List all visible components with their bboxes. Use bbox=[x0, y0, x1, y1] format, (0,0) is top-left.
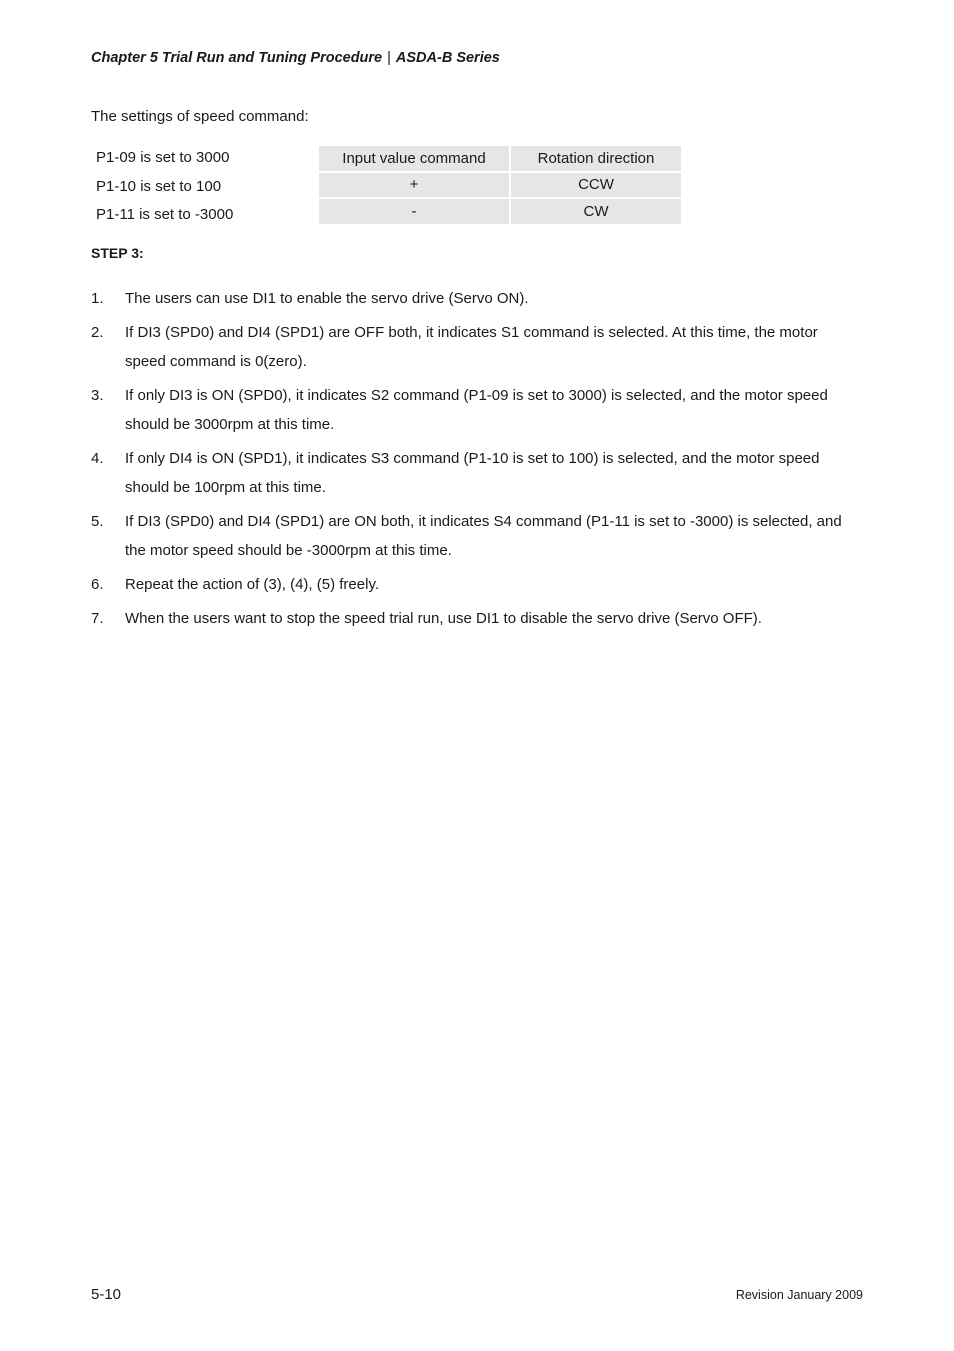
item-text: Repeat the action of (3), (4), (5) freely. bbox=[125, 576, 379, 593]
list-item bbox=[91, 507, 851, 565]
chapter-title: Chapter 5 Trial Run and Tuning Procedure bbox=[91, 50, 383, 66]
item-number: 4. bbox=[91, 450, 104, 467]
revision-date: Revision January 2009 bbox=[735, 1288, 863, 1302]
item-text: The users can use DI1 to enable the servo drive (Servo ON). bbox=[125, 290, 529, 307]
table-row bbox=[318, 172, 682, 199]
intro-text: The settings of speed command: bbox=[91, 108, 309, 125]
item-number: 5. bbox=[91, 513, 104, 530]
list-item bbox=[91, 381, 851, 439]
command-table bbox=[317, 144, 683, 226]
item-text: When the users want to stop the speed trial run, use DI1 to disable the servo drive (Servo OFF). bbox=[125, 610, 762, 627]
list-item bbox=[91, 444, 851, 502]
list-item bbox=[91, 318, 851, 376]
item-number: 7. bbox=[91, 610, 104, 627]
setting-item: P1-10 is set to 100 bbox=[96, 177, 222, 195]
table-row bbox=[318, 198, 682, 225]
item-number: 3. bbox=[91, 387, 104, 404]
list-item bbox=[91, 570, 851, 599]
item-number: 1. bbox=[91, 290, 104, 307]
item-number: 2. bbox=[91, 324, 104, 341]
page-number: 5-10 bbox=[91, 1286, 122, 1303]
item-text: If DI3 (SPD0) and DI4 (SPD1) are OFF both, it indicates S1 command is selected. At this time, the motor speed command is 0(zero). bbox=[125, 324, 818, 370]
setting-item: P1-11 is set to -3000 bbox=[96, 206, 234, 223]
table-cell: - bbox=[318, 198, 510, 225]
list-item bbox=[91, 284, 851, 313]
table-header-cell: Rotation direction bbox=[510, 145, 682, 172]
table-cell: + bbox=[318, 172, 510, 199]
step-title: STEP 3: bbox=[91, 245, 144, 261]
steps-list bbox=[91, 284, 851, 638]
table-cell: CCW bbox=[510, 172, 682, 199]
item-text: If only DI4 is ON (SPD1), it indicates S3 command (P1-10 is set to 100) is selected, and the motor speed should be 100rpm at this time. bbox=[125, 450, 820, 496]
table-cell: CW bbox=[510, 198, 682, 225]
list-item bbox=[91, 604, 851, 633]
series-title: ASDA-B Series bbox=[395, 50, 500, 66]
settings-list bbox=[91, 144, 311, 230]
item-number: 6. bbox=[91, 576, 104, 593]
item-text: If DI3 (SPD0) and DI4 (SPD1) are ON both, it indicates S4 command (P1-11 is set to -3000) is selected, and the motor speed should be -3000rpm at this time. bbox=[125, 513, 842, 559]
header-separator: | bbox=[387, 50, 391, 66]
page-header bbox=[91, 50, 500, 66]
item-text: If only DI3 is ON (SPD0), it indicates S2 command (P1-09 is set to 3000) is selected, and the motor speed should be 3000rpm at this time. bbox=[125, 387, 828, 433]
table-header-row bbox=[318, 145, 682, 172]
setting-item: P1-09 is set to 3000 bbox=[96, 149, 230, 166]
table-header-cell: Input value command bbox=[318, 145, 510, 172]
